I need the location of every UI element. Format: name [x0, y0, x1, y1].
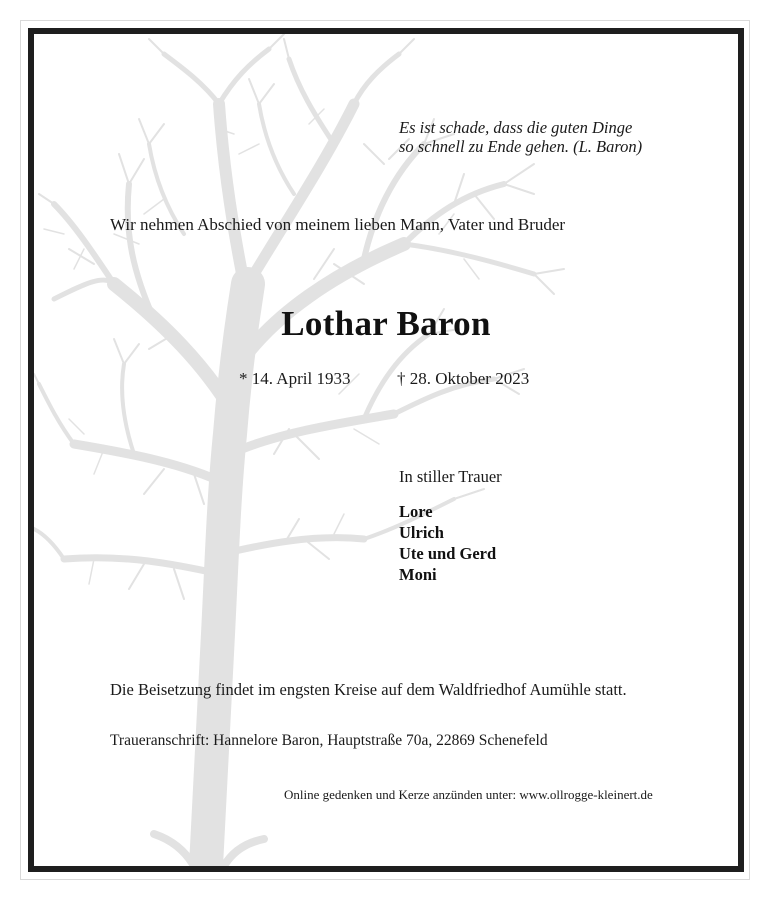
death-date: † 28. Oktober 2023	[397, 369, 530, 388]
quote-line-1: Es ist schade, dass die guten Dinge	[399, 118, 633, 137]
intro-text: Wir nehmen Abschied von meinem lieben Mann, Vater und Bruder	[110, 215, 566, 234]
mourner-name: Moni	[399, 565, 437, 584]
deceased-name: Lothar Baron	[281, 304, 491, 343]
birth-date: * 14. April 1933	[239, 369, 351, 388]
quote-block	[399, 118, 642, 156]
quote-line-2: so schnell zu Ende gehen. (L. Baron)	[399, 137, 643, 156]
mourner-name: Ulrich	[399, 523, 444, 542]
obituary-frame	[28, 28, 744, 872]
mourner-name: Lore	[399, 502, 433, 521]
obituary-content	[34, 34, 738, 866]
online-memorial-note: Online gedenken und Kerze anzünden unter: www.ollrogge-kleinert.de	[284, 787, 653, 802]
mourning-label: In stiller Trauer	[399, 467, 502, 486]
funeral-note: Die Beisetzung findet im engsten Kreise auf dem Waldfriedhof Aumühle statt.	[110, 680, 627, 699]
mourning-address: Traueranschrift: Hannelore Baron, Hauptstraße 70a, 22869 Schenefeld	[110, 732, 548, 749]
mourner-name: Ute und Gerd	[399, 544, 497, 563]
mourners-list	[399, 501, 496, 585]
